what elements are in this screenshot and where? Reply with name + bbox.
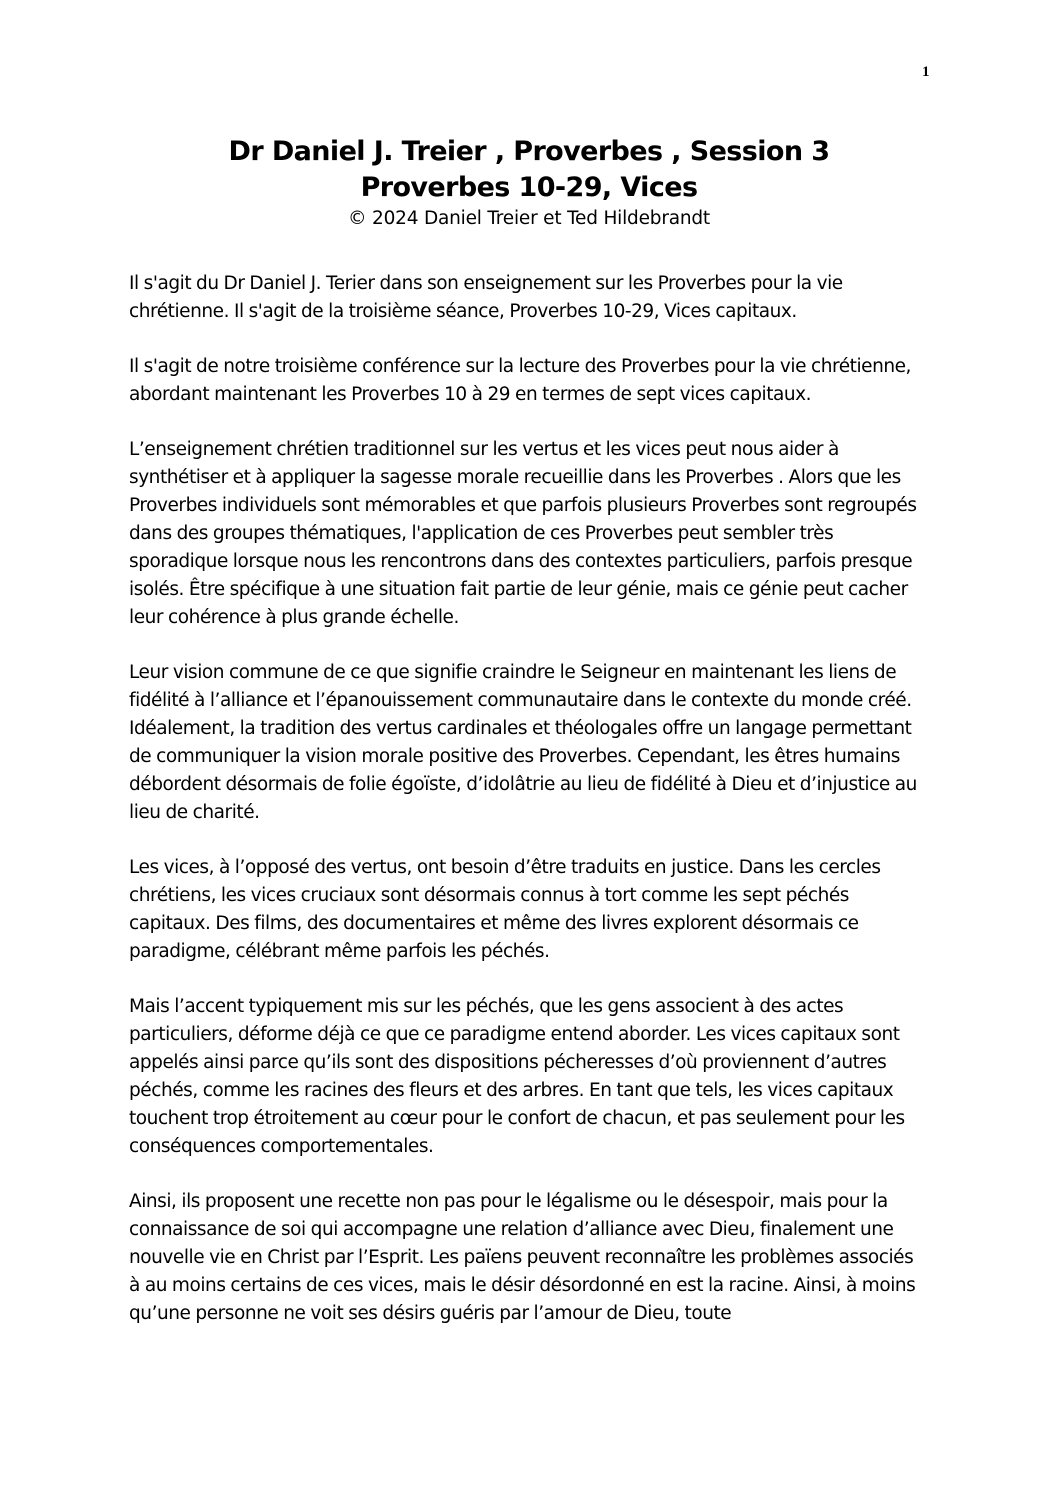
title-line-1: Dr Daniel J. Treier , Proverbes , Session 3 [228,136,830,167]
copyright-notice: © 2024 Daniel Treier et Ted Hildebrandt [348,208,710,229]
paragraph: Il s'agit du Dr Daniel J. Terier dans son enseignement sur les Proverbes pour la vie chrétienne. Il s'agit de la troisième séance, Proverbes 10-29, Vices capitaux. [129,273,843,322]
page-number: 1 [922,64,930,80]
title-line-2: Proverbes 10-29, Vices [360,172,698,203]
paragraph: Mais l’accent typiquement mis sur les péchés, que les gens associent à des actes particuliers, déforme déjà ce que ce paradigme entend aborder. Les vices capitaux sont appelés ainsi parce qu’ils sont des dispositions pécheresses d’où proviennent d’autres péchés, comme les racines des fleurs et des arbres. En tant que tels, les vices capitaux touchent trop étroitement au cœur pour le confort de chacun, et pas seulement pour les conséquences comportementales. [129,996,905,1157]
paragraph: Ainsi, ils proposent une recette non pas pour le légalisme ou le désespoir, mais pour la connaissance de soi qui accompagne une relation d’alliance avec Dieu, finalement une nouvelle vie en Christ par l’Esprit. Les païens peuvent reconnaître les problèmes associés à au moins certains de ces vices, mais le désir désordonné en est la racine. Ainsi, à moins qu’une personne ne voit ses désirs guéris par l’amour de Dieu, toute [129,1191,916,1324]
document-header [0,134,1058,232]
paragraph: Leur vision commune de ce que signifie craindre le Seigneur en maintenant les liens de fidélité à l’alliance et l’épanouissement communautaire dans le contexte du monde créé. Idéalement, la tradition des vertus cardinales et théologales offre un langage permettant de communiquer la vision morale positive des Proverbes. Cependant, les êtres humains débordent désormais de folie égoïste, d’idolâtrie au lieu de fidélité à Dieu et d’injustice au lieu de charité. [129,662,917,823]
paragraph: L’enseignement chrétien traditionnel sur les vertus et les vices peut nous aider à synthétiser et à appliquer la sagesse morale recueillie dans les Proverbes . Alors que les Proverbes individuels sont mémorables et que parfois plusieurs Proverbes sont regroupés dans des groupes thématiques, l'application de ces Proverbes peut sembler très sporadique lorsque nous les rencontrons dans des contextes particuliers, parfois presque isolés. Être spécifique à une situation fait partie de leur génie, mais ce génie peut cacher leur cohérence à plus grande échelle. [129,439,917,628]
document-body [129,270,929,1355]
paragraph: Les vices, à l’opposé des vertus, ont besoin d’être traduits en justice. Dans les cercles chrétiens, les vices cruciaux sont désormais connus à tort comme les sept péchés capitaux. Des films, des documentaires et même des livres explorent désormais ce paradigme, célébrant même parfois les péchés. [129,857,881,962]
paragraph: Il s'agit de notre troisième conférence sur la lecture des Proverbes pour la vie chrétienne, abordant maintenant les Proverbes 10 à 29 en termes de sept vices capitaux. [129,356,911,405]
